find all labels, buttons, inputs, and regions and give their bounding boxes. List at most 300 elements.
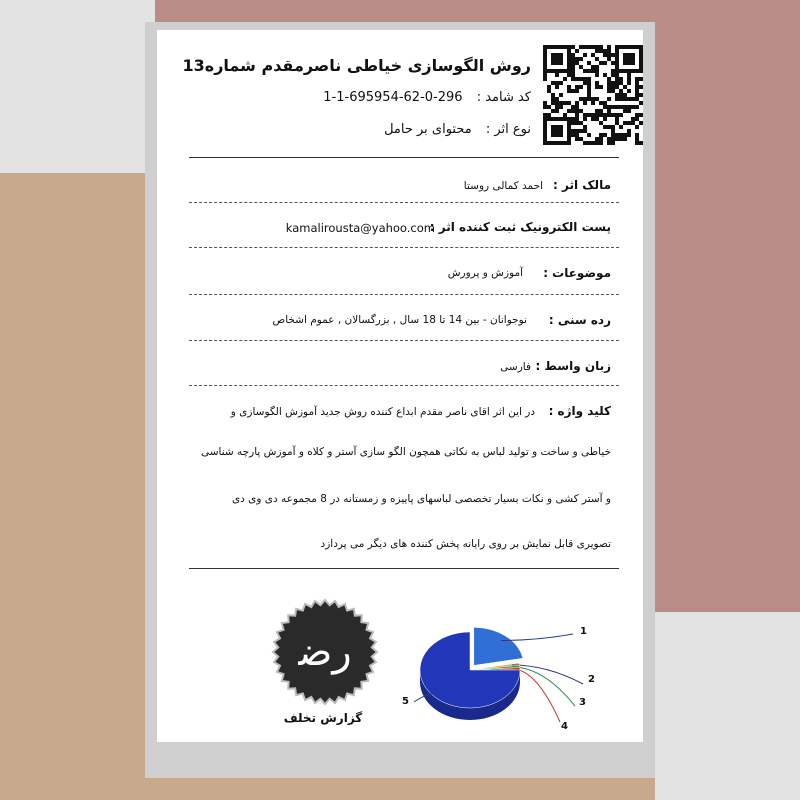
qr-module — [607, 77, 611, 81]
qr-module — [571, 117, 575, 121]
qr-module — [567, 53, 571, 57]
qr-module — [627, 45, 631, 49]
language-value: فارسی — [500, 361, 531, 373]
qr-code[interactable] — [543, 45, 643, 145]
qr-module — [583, 113, 587, 117]
qr-module — [567, 137, 571, 141]
pie-leader-line-3 — [512, 667, 575, 706]
qr-module — [559, 57, 563, 61]
qr-module — [547, 141, 551, 145]
qr-module — [607, 89, 611, 93]
qr-module — [623, 97, 627, 101]
pie-label-4: 4 — [561, 721, 568, 732]
qr-module — [595, 85, 599, 89]
qr-module — [563, 77, 567, 81]
qr-module — [551, 101, 555, 105]
keywords-line: خیاطی و ساخت و تولید لباس به نکاتی همچون الگو سازی آستر و کلاه و آموزش پارچه شناسی — [200, 446, 611, 458]
qr-module — [567, 125, 571, 129]
qr-module — [635, 113, 639, 117]
qr-module — [615, 117, 619, 121]
qr-module — [635, 81, 639, 85]
qr-module — [591, 69, 595, 73]
qr-module — [619, 89, 623, 93]
qr-module — [587, 61, 591, 65]
pie-leader-line-1 — [501, 634, 573, 640]
qr-module — [623, 105, 627, 109]
qr-module — [571, 65, 575, 69]
qr-module — [547, 113, 551, 117]
qr-module — [639, 57, 643, 61]
qr-module — [567, 121, 571, 125]
qr-module — [559, 101, 563, 105]
qr-module — [567, 85, 571, 89]
qr-module — [587, 97, 591, 101]
qr-module — [619, 105, 623, 109]
qr-module — [603, 61, 607, 65]
qr-module — [599, 45, 603, 49]
email-label: پست الکترونیک ثبت کننده اثر : — [429, 220, 611, 234]
divider — [189, 294, 619, 295]
qr-module — [619, 45, 623, 49]
keywords-label: کلید واژه : — [548, 404, 611, 418]
qr-module — [567, 45, 571, 49]
age-group-label: رده سنی : — [548, 313, 611, 327]
qr-module — [543, 113, 547, 117]
qr-module — [635, 45, 639, 49]
qr-module — [587, 69, 591, 73]
qr-module — [587, 85, 591, 89]
qr-module — [555, 69, 559, 73]
qr-module — [611, 53, 615, 57]
qr-module — [623, 53, 627, 57]
qr-module — [583, 117, 587, 121]
pie-slice-1 — [474, 627, 523, 665]
qr-module — [615, 69, 619, 73]
qr-module — [543, 117, 547, 121]
qr-module — [611, 141, 615, 145]
qr-module — [635, 133, 639, 137]
qr-module — [595, 141, 599, 145]
qr-module — [603, 133, 607, 137]
qr-module — [619, 97, 623, 101]
qr-module — [627, 89, 631, 93]
qr-module — [547, 45, 551, 49]
qr-module — [575, 105, 579, 109]
qr-module — [571, 69, 575, 73]
qr-module — [555, 109, 559, 113]
qr-module — [563, 45, 567, 49]
qr-module — [619, 125, 623, 129]
qr-module — [595, 137, 599, 141]
qr-module — [551, 57, 555, 61]
qr-module — [611, 113, 615, 117]
qr-module — [623, 45, 627, 49]
qr-module — [595, 97, 599, 101]
document-title: روش الگوسازی خیاطی ناصرمقدم شماره13 — [182, 56, 531, 75]
qr-module — [595, 81, 599, 85]
qr-module — [615, 61, 619, 65]
qr-module — [615, 121, 619, 125]
qr-module — [611, 69, 615, 73]
qr-module — [615, 77, 619, 81]
qr-module — [567, 61, 571, 65]
qr-module — [551, 93, 555, 97]
qr-module — [627, 105, 631, 109]
keywords-line: و آستر کشی و نکات بسیار تخصصی لباسهای پاییزه و زمستانه در 8 مجموعه دی وی دی — [231, 493, 611, 505]
qr-module — [551, 45, 555, 49]
qr-module — [631, 97, 635, 101]
qr-module — [615, 97, 619, 101]
qr-module — [615, 113, 619, 117]
qr-module — [635, 105, 639, 109]
qr-module — [619, 137, 623, 141]
qr-module — [611, 61, 615, 65]
qr-module — [615, 137, 619, 141]
qr-module — [559, 141, 563, 145]
qr-module — [635, 117, 639, 121]
qr-module — [551, 109, 555, 113]
qr-module — [635, 137, 639, 141]
qr-module — [595, 49, 599, 53]
qr-module — [543, 105, 547, 109]
qr-module — [619, 81, 623, 85]
code-label: کد شامد : — [476, 90, 531, 105]
qr-module — [623, 109, 627, 113]
qr-module — [555, 61, 559, 65]
qr-module — [587, 93, 591, 97]
qr-module — [639, 65, 643, 69]
qr-module — [543, 101, 547, 105]
topics-label: موضوعات : — [543, 266, 611, 280]
qr-module — [639, 69, 643, 73]
qr-module — [547, 85, 551, 89]
qr-module — [575, 129, 579, 133]
divider — [189, 385, 619, 386]
qr-module — [555, 85, 559, 89]
qr-module — [603, 53, 607, 57]
qr-module — [627, 81, 631, 85]
qr-module — [571, 45, 575, 49]
qr-module — [543, 45, 547, 49]
qr-module — [623, 137, 627, 141]
qr-module — [639, 101, 643, 105]
qr-module — [635, 125, 639, 129]
qr-module — [631, 61, 635, 65]
qr-module — [575, 49, 579, 53]
qr-module — [567, 129, 571, 133]
qr-module — [599, 101, 603, 105]
qr-module — [607, 137, 611, 141]
qr-module — [555, 125, 559, 129]
pie-label-1: 1 — [580, 626, 587, 637]
qr-module — [631, 69, 635, 73]
qr-module — [623, 93, 627, 97]
qr-module — [575, 101, 579, 105]
qr-module — [567, 117, 571, 121]
qr-module — [591, 141, 595, 145]
qr-module — [571, 105, 575, 109]
qr-module — [627, 121, 631, 125]
qr-module — [619, 77, 623, 81]
qr-module — [611, 85, 615, 89]
language-label: زبان واسط : — [535, 359, 611, 373]
qr-module — [551, 97, 555, 101]
qr-module — [635, 69, 639, 73]
qr-module — [615, 85, 619, 89]
qr-module — [567, 133, 571, 137]
qr-module — [627, 133, 631, 137]
qr-module — [575, 77, 579, 81]
qr-module — [543, 65, 547, 69]
qr-module — [599, 109, 603, 113]
divider — [189, 247, 619, 248]
qr-module — [571, 61, 575, 65]
qr-module — [599, 121, 603, 125]
qr-module — [639, 121, 643, 125]
qr-module — [543, 53, 547, 57]
qr-module — [623, 61, 627, 65]
qr-module — [627, 69, 631, 73]
qr-module — [587, 89, 591, 93]
background-grey-block — [655, 612, 800, 800]
qr-module — [603, 101, 607, 105]
qr-module — [615, 81, 619, 85]
qr-module — [627, 129, 631, 133]
qr-module — [591, 101, 595, 105]
qr-module — [595, 57, 599, 61]
pie-chart — [398, 612, 608, 742]
qr-module — [603, 113, 607, 117]
qr-module — [543, 77, 547, 81]
qr-module — [579, 137, 583, 141]
qr-module — [583, 97, 587, 101]
qr-module — [555, 133, 559, 137]
qr-module — [611, 129, 615, 133]
pie-label-5: 5 — [402, 696, 409, 707]
qr-module — [567, 57, 571, 61]
qr-module — [559, 117, 563, 121]
qr-module — [599, 137, 603, 141]
qr-module — [639, 53, 643, 57]
qr-module — [571, 77, 575, 81]
qr-module — [559, 81, 563, 85]
qr-module — [571, 53, 575, 57]
report-violation-caption[interactable]: گزارش تخلف — [283, 711, 363, 725]
qr-module — [547, 69, 551, 73]
qr-module — [611, 73, 615, 77]
qr-module — [559, 125, 563, 129]
qr-module — [583, 45, 587, 49]
qr-module — [555, 73, 559, 77]
qr-module — [615, 65, 619, 69]
qr-module — [555, 101, 559, 105]
qr-module — [555, 129, 559, 133]
qr-module — [555, 57, 559, 61]
content-divider — [189, 568, 619, 569]
qr-module — [639, 93, 643, 97]
qr-module — [627, 53, 631, 57]
qr-module — [631, 105, 635, 109]
qr-module — [599, 133, 603, 137]
qr-module — [615, 53, 619, 57]
qr-module — [575, 133, 579, 137]
qr-module — [615, 105, 619, 109]
qr-module — [547, 105, 551, 109]
qr-module — [555, 53, 559, 57]
qr-module — [559, 61, 563, 65]
qr-module — [587, 113, 591, 117]
qr-module — [567, 141, 571, 145]
qr-module — [567, 109, 571, 113]
qr-module — [555, 105, 559, 109]
qr-module — [603, 117, 607, 121]
qr-module — [591, 97, 595, 101]
qr-module — [575, 121, 579, 125]
qr-module — [623, 57, 627, 61]
qr-module — [603, 49, 607, 53]
qr-module — [571, 89, 575, 93]
qr-module — [567, 49, 571, 53]
qr-module — [579, 57, 583, 61]
qr-module — [583, 101, 587, 105]
qr-module — [587, 77, 591, 81]
qr-module — [579, 121, 583, 125]
qr-module — [631, 57, 635, 61]
email-value[interactable]: kamalirousta@yahoo.com — [285, 221, 435, 235]
qr-module — [595, 73, 599, 77]
qr-module — [567, 89, 571, 93]
qr-module — [543, 61, 547, 65]
qr-module — [611, 125, 615, 129]
qr-module — [571, 57, 575, 61]
qr-module — [591, 53, 595, 57]
owner-value: احمد کمالی روستا — [463, 180, 543, 192]
qr-module — [563, 117, 567, 121]
qr-module — [619, 113, 623, 117]
qr-module — [599, 61, 603, 65]
qr-module — [635, 141, 639, 145]
qr-module — [611, 89, 615, 93]
qr-module — [607, 113, 611, 117]
report-violation-seal[interactable] — [270, 597, 380, 707]
qr-module — [559, 53, 563, 57]
qr-module — [583, 141, 587, 145]
qr-module — [595, 45, 599, 49]
qr-module — [579, 65, 583, 69]
qr-module — [639, 49, 643, 53]
qr-module — [591, 117, 595, 121]
qr-module — [635, 93, 639, 97]
seal-glyph: ﺭﺿ — [298, 629, 352, 675]
qr-module — [563, 141, 567, 145]
qr-module — [551, 133, 555, 137]
qr-module — [607, 109, 611, 113]
qr-module — [567, 69, 571, 73]
qr-module — [627, 97, 631, 101]
qr-module — [543, 121, 547, 125]
qr-module — [543, 73, 547, 77]
qr-module — [623, 85, 627, 89]
qr-module — [575, 113, 579, 117]
qr-module — [607, 57, 611, 61]
qr-module — [635, 77, 639, 81]
qr-module — [579, 77, 583, 81]
qr-module — [571, 109, 575, 113]
qr-module — [587, 81, 591, 85]
qr-module — [599, 49, 603, 53]
qr-module — [543, 141, 547, 145]
qr-module — [607, 125, 611, 129]
qr-module — [571, 121, 575, 125]
qr-module — [587, 45, 591, 49]
qr-module — [575, 85, 579, 89]
qr-module — [563, 113, 567, 117]
qr-module — [543, 125, 547, 129]
qr-module — [567, 65, 571, 69]
qr-module — [583, 125, 587, 129]
qr-module — [543, 69, 547, 73]
qr-module — [555, 81, 559, 85]
qr-module — [547, 89, 551, 93]
qr-module — [575, 117, 579, 121]
qr-module — [607, 81, 611, 85]
qr-module — [579, 109, 583, 113]
registration-code-row — [323, 90, 531, 105]
qr-module — [603, 105, 607, 109]
qr-module — [567, 73, 571, 77]
qr-module — [583, 81, 587, 85]
qr-module — [591, 45, 595, 49]
qr-module — [607, 105, 611, 109]
qr-module — [603, 73, 607, 77]
qr-module — [583, 77, 587, 81]
code-value: 1-1-695954-62-0-296 — [323, 90, 463, 105]
qr-module — [599, 85, 603, 89]
qr-module — [631, 45, 635, 49]
qr-module — [607, 97, 611, 101]
qr-module — [623, 121, 627, 125]
qr-module — [555, 117, 559, 121]
header-divider — [189, 157, 619, 158]
pie-label-2: 2 — [588, 674, 595, 685]
qr-module — [615, 57, 619, 61]
qr-module — [571, 133, 575, 137]
qr-module — [563, 69, 567, 73]
qr-module — [607, 49, 611, 53]
qr-module — [579, 129, 583, 133]
qr-module — [555, 45, 559, 49]
qr-module — [587, 141, 591, 145]
qr-module — [551, 69, 555, 73]
qr-module — [607, 53, 611, 57]
qr-module — [559, 133, 563, 137]
qr-module — [551, 53, 555, 57]
keywords-line: در این اثر اقای ناصر مقدم ابداع کننده روش جدید آموزش الگوسازی و — [230, 406, 535, 418]
qr-module — [627, 57, 631, 61]
divider — [189, 340, 619, 341]
owner-label: مالک اثر : — [553, 178, 611, 192]
qr-module — [591, 113, 595, 117]
qr-module — [559, 69, 563, 73]
qr-module — [591, 65, 595, 69]
qr-module — [575, 57, 579, 61]
qr-module — [583, 69, 587, 73]
qr-module — [551, 81, 555, 85]
qr-module — [631, 53, 635, 57]
type-label: نوع اثر : — [485, 122, 531, 137]
keywords-line: تصویری قابل نمایش بر روی رایانه پخش کننده های دیگر می پردازد — [320, 538, 611, 550]
qr-module — [611, 105, 615, 109]
